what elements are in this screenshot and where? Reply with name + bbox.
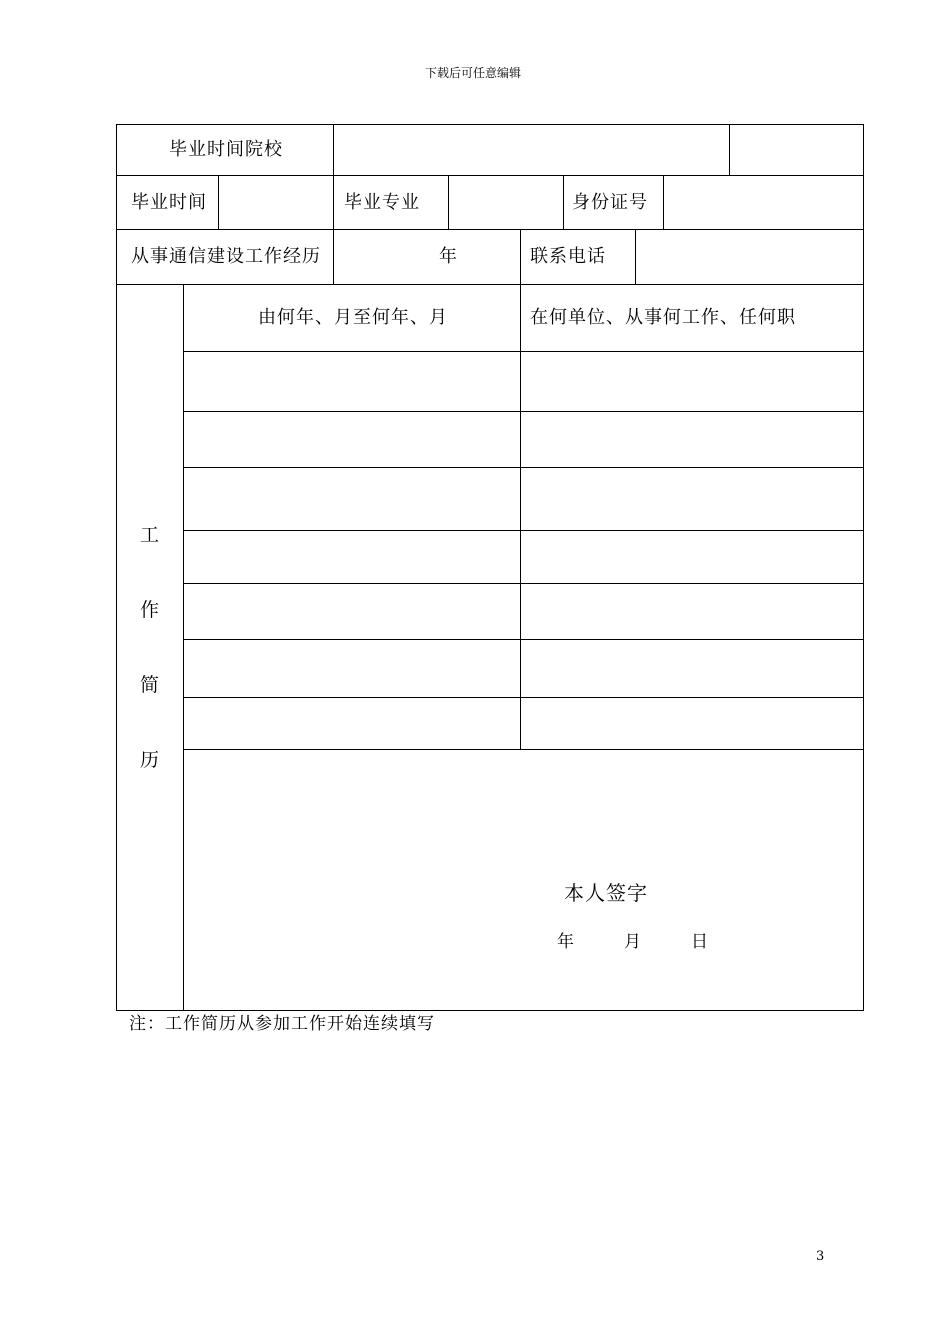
photo-cell[interactable] [730,125,863,175]
graduation-school-label: 毕业时间院校 [169,139,283,160]
phone-label: 联系电话 [530,246,606,267]
resume-period-cell[interactable] [184,698,520,749]
page-header: 下载后可任意编辑 [425,66,522,80]
resume-position-cell[interactable] [521,531,863,583]
resume-side-label-char: 简 [140,674,160,696]
resume-side-label-char: 作 [140,599,160,621]
resume-side-label-char: 工 [140,524,160,546]
resume-side-label-char: 历 [140,749,160,771]
resume-period-cell[interactable] [184,412,520,467]
resume-period-cell[interactable] [184,640,520,697]
resume-position-cell[interactable] [521,412,863,467]
date-year-label: 年 [557,932,575,952]
major-label: 毕业专业 [344,192,420,213]
experience-years-field[interactable] [334,230,520,284]
id-number-label: 身份证号 [572,192,648,213]
graduation-time-label: 毕业时间 [131,192,207,213]
resume-period-cell[interactable] [184,352,520,411]
form-note: 注：工作简历从参加工作开始连续填写 [129,1014,435,1034]
date-month-label: 月 [624,932,642,952]
date-day-label: 日 [691,932,709,952]
major-field[interactable] [449,176,563,229]
graduation-time-field[interactable] [219,176,333,229]
resume-period-cell[interactable] [184,531,520,583]
resume-period-cell[interactable] [184,468,520,530]
experience-label: 从事通信建设工作经历 [131,246,321,267]
id-number-field[interactable] [664,176,863,229]
resume-position-cell[interactable] [521,468,863,530]
phone-field[interactable] [636,230,863,284]
resume-position-header: 在何单位、从事何工作、任何职 [530,307,796,328]
resume-period-cell[interactable] [184,584,520,639]
graduation-school-field[interactable] [334,125,729,175]
resume-position-cell[interactable] [521,352,863,411]
resume-position-cell[interactable] [521,584,863,639]
signature-label: 本人签字 [564,881,648,905]
resume-position-cell[interactable] [521,698,863,749]
resume-period-header: 由何年、月至何年、月 [258,307,448,328]
resume-position-cell[interactable] [521,640,863,697]
page-number: 3 [816,1249,826,1264]
year-unit: 年 [439,246,458,267]
